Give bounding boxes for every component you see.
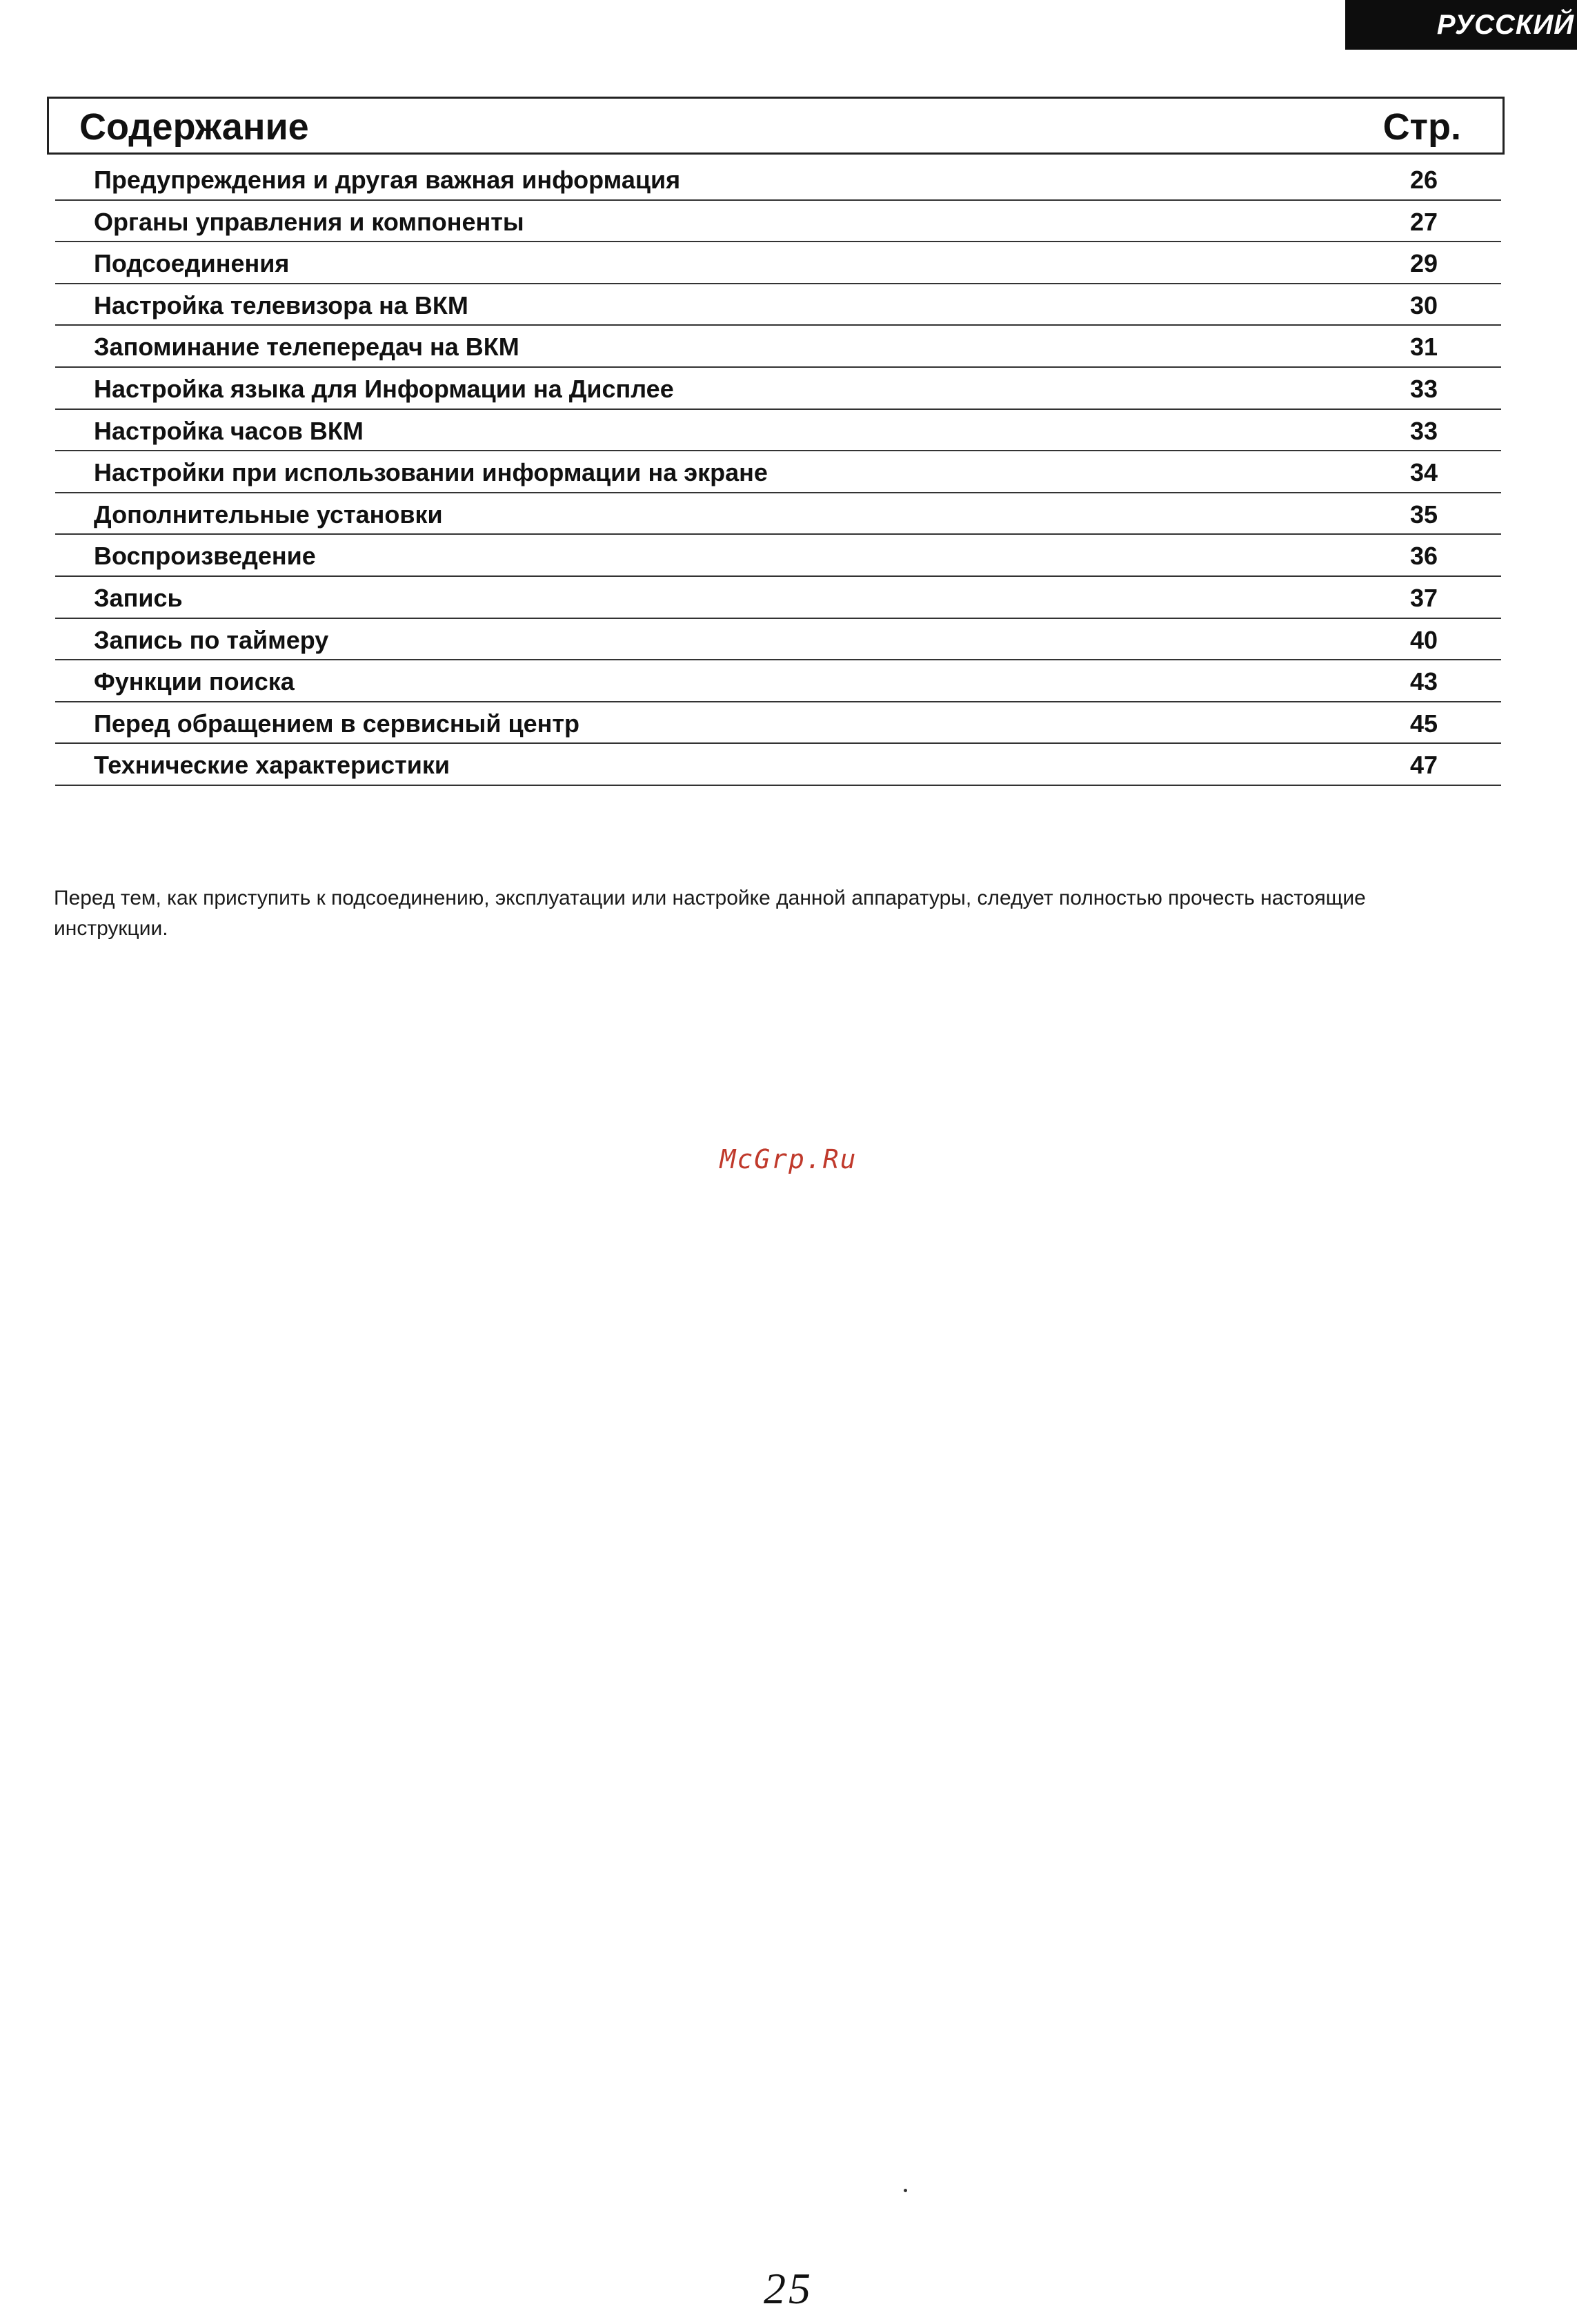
toc-entry-page: 35 [1409, 500, 1438, 529]
toc-entry-label: Перед обращением в сервисный центр [94, 709, 580, 738]
toc-entry[interactable] [55, 284, 1501, 326]
toc-entry-page: 30 [1409, 290, 1438, 319]
toc-entry-label: Настройки при использовании информации на экране [94, 458, 768, 487]
toc-entry-page: 45 [1409, 709, 1438, 738]
toc-title: Содержание [79, 106, 309, 148]
toc-list [55, 159, 1501, 786]
toc-entry-label: Функции поиска [94, 667, 295, 696]
toc-entry-page: 33 [1409, 416, 1438, 445]
toc-entry-page: 31 [1409, 333, 1438, 362]
toc-entry-label: Технические характеристики [94, 751, 450, 780]
toc-entry-page: 47 [1409, 751, 1438, 780]
toc-header [47, 97, 1505, 155]
toc-entry-page: 37 [1409, 583, 1438, 612]
toc-entry[interactable] [55, 577, 1501, 619]
page-number: 25 [764, 2264, 813, 2313]
toc-entry[interactable] [55, 619, 1501, 661]
toc-entry[interactable] [55, 660, 1501, 702]
toc-entry[interactable] [55, 201, 1501, 243]
toc-entry[interactable] [55, 744, 1501, 786]
toc-entry-page: 36 [1409, 542, 1438, 571]
scan-speck [904, 2189, 907, 2192]
toc-entry-label: Дополнительные установки [94, 500, 443, 529]
toc-entry-label: Настройка часов ВКМ [94, 416, 364, 445]
toc-entry-label: Органы управления и компоненты [94, 207, 524, 236]
toc-entry-page: 34 [1409, 458, 1438, 487]
toc-entry-page: 26 [1409, 166, 1438, 194]
language-tab: РУССКИЙ [1345, 0, 1577, 50]
toc-entry[interactable] [55, 410, 1501, 452]
toc-entry-label: Запись по таймеру [94, 625, 329, 654]
toc-entry-page: 33 [1409, 374, 1438, 403]
toc-entry-page: 43 [1409, 667, 1438, 696]
toc-entry-label: Запись [94, 583, 183, 612]
toc-entry-page: 29 [1409, 249, 1438, 278]
toc-entry[interactable] [55, 451, 1501, 493]
toc-entry[interactable] [55, 368, 1501, 410]
watermark: McGrp.Ru [720, 1144, 857, 1174]
toc-entry-label: Настройка телевизора на ВКМ [94, 290, 468, 319]
toc-entry[interactable] [55, 159, 1501, 201]
toc-entry-label: Предупреждения и другая важная информация [94, 166, 681, 194]
toc-entry-label: Подсоединения [94, 249, 290, 278]
toc-entry-page: 40 [1409, 625, 1438, 654]
toc-entry-label: Настройка языка для Информации на Дисплее [94, 374, 674, 403]
toc-entry-label: Воспроизведение [94, 542, 316, 571]
toc-entry[interactable] [55, 702, 1501, 745]
toc-entry[interactable] [55, 535, 1501, 577]
toc-entry[interactable] [55, 493, 1501, 535]
toc-entry[interactable] [55, 242, 1501, 284]
toc-entry-label: Запоминание телепередач на ВКМ [94, 333, 519, 362]
intro-note: Перед тем, как приступить к подсоединению, эксплуатации или настройке данной аппаратуры, следует полностью прочесть настоящие инструкции. [54, 887, 1366, 940]
toc-entry[interactable] [55, 326, 1501, 368]
toc-page-column-label: Стр. [1382, 106, 1461, 148]
toc-entry-page: 27 [1409, 207, 1438, 236]
